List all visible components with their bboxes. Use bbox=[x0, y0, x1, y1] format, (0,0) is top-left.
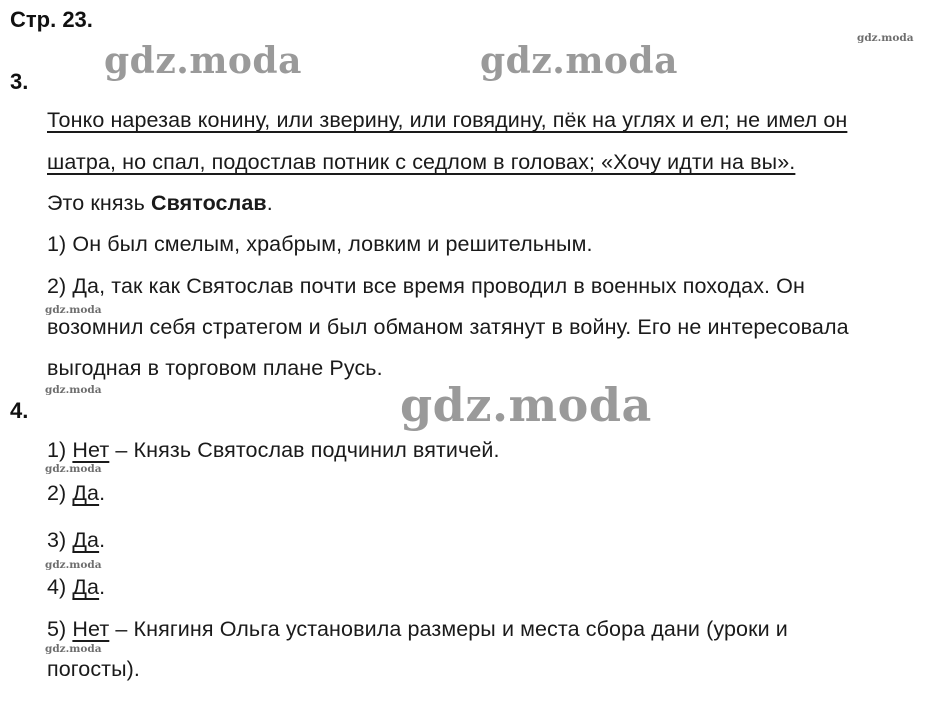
item-number: 1) bbox=[47, 438, 73, 462]
item-verdict: Нет bbox=[72, 617, 110, 641]
item-text: . bbox=[99, 575, 106, 599]
item-text: . bbox=[99, 528, 106, 552]
watermark-small: gdz.moda bbox=[857, 32, 914, 44]
task-4-item bbox=[47, 617, 788, 642]
item-verdict: Нет bbox=[72, 438, 110, 462]
item-number: 4) bbox=[47, 575, 73, 599]
quote-line-2: шатра, но спал, подостлав потник с седлом в головах; «Хочу идти на вы». bbox=[47, 150, 796, 174]
item-number: 3) bbox=[47, 528, 73, 552]
task-4-item bbox=[47, 528, 105, 553]
task-4-item bbox=[47, 438, 500, 463]
task-4-number: 4. bbox=[10, 398, 29, 423]
watermark-small: gdz.moda bbox=[45, 384, 102, 396]
answer-2-line-1: 2) Да, так как Святослав почти все время проводил в военных походах. Он bbox=[47, 274, 805, 298]
item-number: 2) bbox=[47, 481, 73, 505]
watermark-small: gdz.moda bbox=[45, 559, 102, 571]
watermark-logo: gdz.moda bbox=[104, 40, 302, 82]
prince-suffix: . bbox=[266, 191, 273, 215]
prince-answer bbox=[47, 191, 273, 216]
watermark-small: gdz.moda bbox=[45, 304, 102, 316]
answer-2-line-3: выгодная в торговом плане Русь. bbox=[47, 356, 383, 380]
watermark-small: gdz.moda bbox=[45, 643, 102, 655]
task-4-item bbox=[47, 481, 105, 506]
prince-prefix: Это князь bbox=[47, 191, 151, 215]
answer-2-line-2: возомнил себя стратегом и был обманом затянут в войну. Его не интересовала bbox=[47, 315, 849, 339]
watermark-logo: gdz.moda bbox=[480, 40, 678, 82]
task-4-item-5-line-2: погосты). bbox=[47, 657, 141, 681]
watermark-logo: gdz.moda bbox=[400, 378, 652, 432]
answer-1: 1) Он был смелым, храбрым, ловким и решительным. bbox=[47, 232, 593, 256]
task-4-item bbox=[47, 575, 105, 600]
prince-name: Святослав bbox=[150, 191, 267, 215]
item-verdict: Да bbox=[72, 528, 100, 552]
item-text: – Княгиня Ольга установила размеры и места сбора дани (уроки и bbox=[109, 617, 788, 641]
item-number: 5) bbox=[47, 617, 73, 641]
item-verdict: Да bbox=[72, 481, 100, 505]
page-number-heading: Стр. 23. bbox=[10, 7, 93, 32]
item-text: – Князь Святослав подчинил вятичей. bbox=[109, 438, 500, 462]
watermark-small: gdz.moda bbox=[45, 463, 102, 475]
item-verdict: Да bbox=[72, 575, 100, 599]
item-text: . bbox=[99, 481, 106, 505]
quote-line-1: Тонко нарезав конину, или зверину, или говядину, пёк на углях и ел; не имел он bbox=[47, 108, 848, 132]
task-3-number: 3. bbox=[10, 69, 29, 94]
